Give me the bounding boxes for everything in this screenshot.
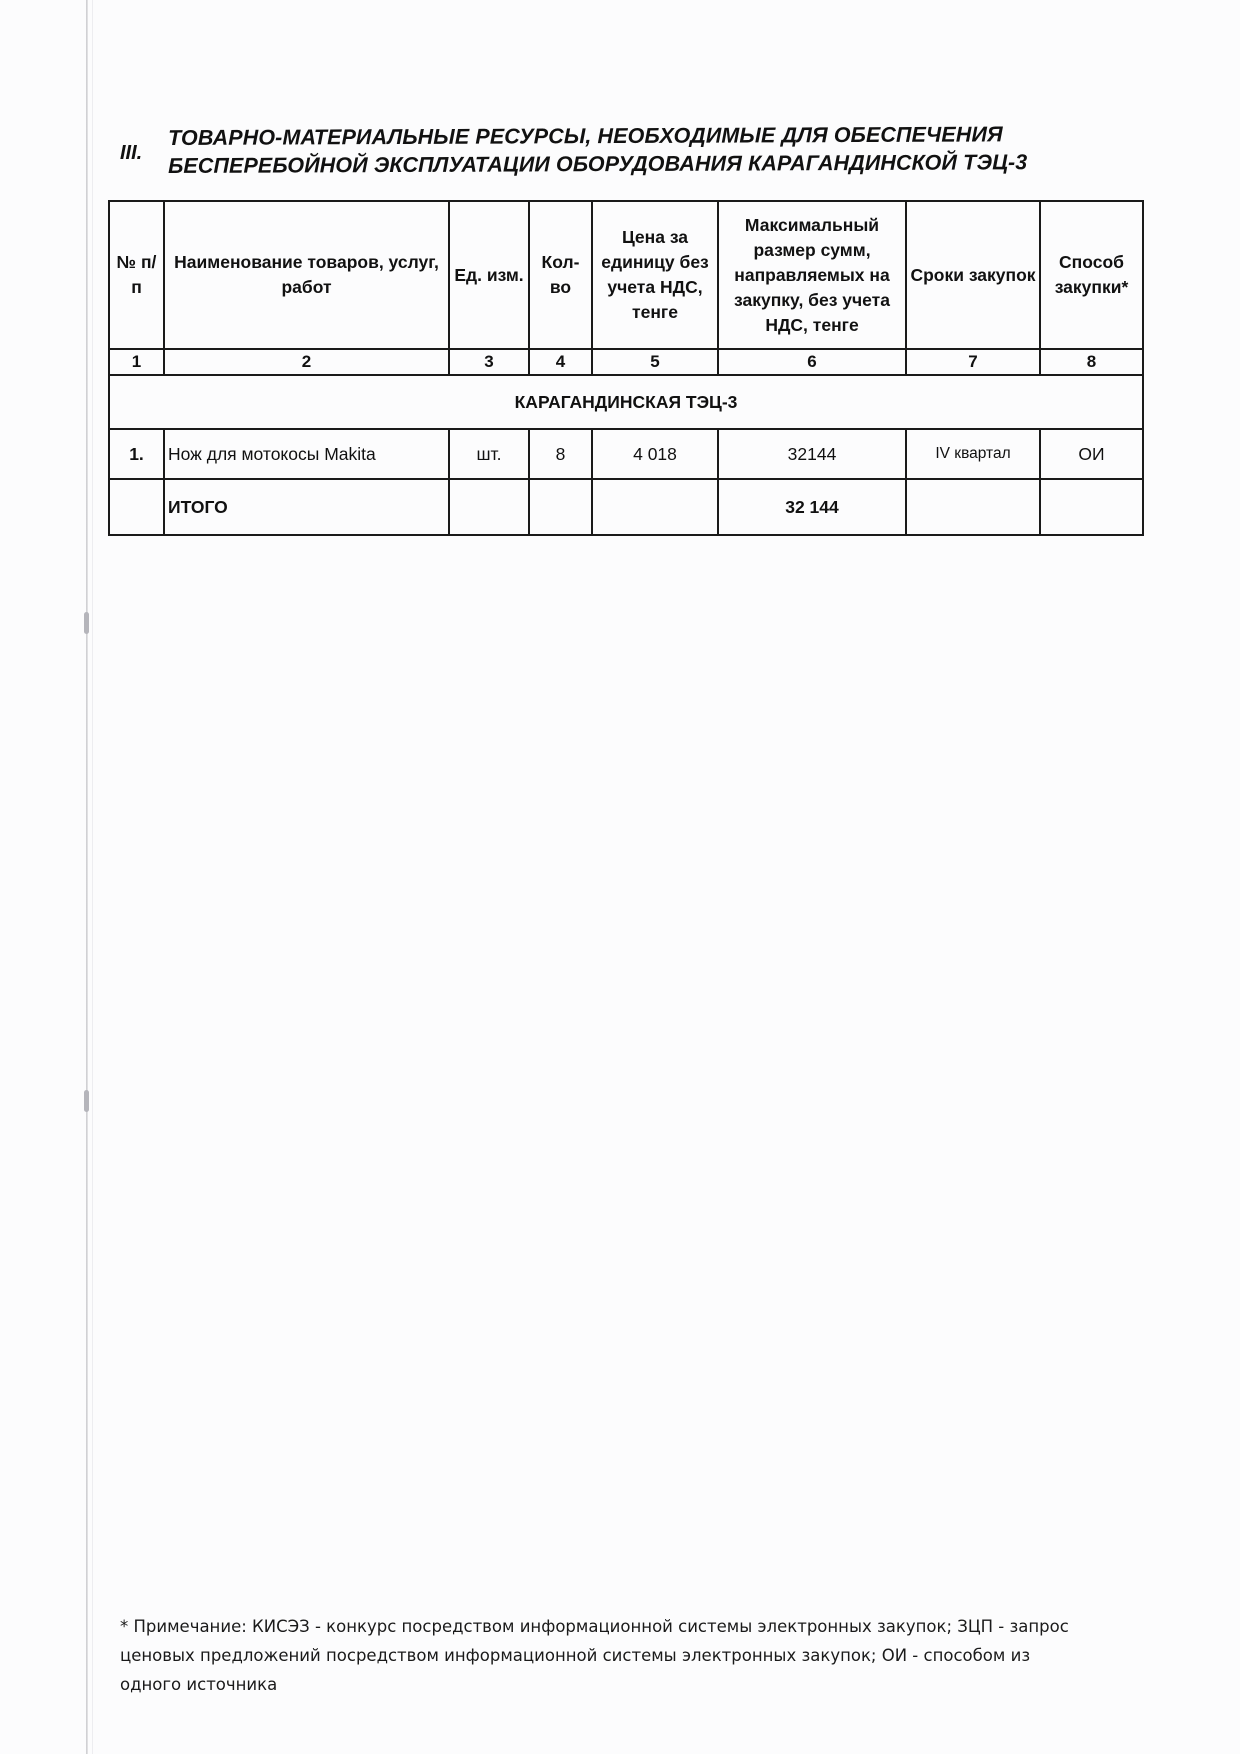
total-label: ИТОГО xyxy=(164,479,449,535)
section-title xyxy=(120,122,1130,186)
footnote xyxy=(120,1612,1140,1699)
row-number: 1. xyxy=(109,429,164,479)
title-line-2: БЕСПЕРЕБОЙНОЙ ЭКСПЛУАТАЦИИ ОБОРУДОВАНИЯ КАРАГАНДИНСКОЙ ТЭЦ-3 xyxy=(168,150,1028,178)
column-number: 5 xyxy=(592,349,718,375)
header-max-sum: Максимальный размер сумм, направляемых на закупку, без учета НДС, тенге xyxy=(718,201,906,349)
section-row xyxy=(109,375,1143,429)
row-max-sum: 32144 xyxy=(718,429,906,479)
header-period: Сроки закупок xyxy=(906,201,1040,349)
header-quantity: Кол-во xyxy=(529,201,592,349)
column-number: 8 xyxy=(1040,349,1143,375)
total-empty-cell xyxy=(529,479,592,535)
footnote-line-1: * Примечание: КИСЭЗ - конкурс посредством информационной системы электронных закупок; ЗЦП - запрос xyxy=(120,1617,1069,1636)
table-row xyxy=(109,429,1143,479)
punch-hole-mark xyxy=(84,1090,89,1112)
row-unit: шт. xyxy=(449,429,529,479)
column-number: 2 xyxy=(164,349,449,375)
column-number-row xyxy=(109,349,1143,375)
row-period: IV квартал xyxy=(906,429,1040,479)
row-quantity: 8 xyxy=(529,429,592,479)
scan-binding-edge xyxy=(86,0,88,1754)
total-empty-cell xyxy=(592,479,718,535)
section-number: III. xyxy=(120,142,143,164)
column-number: 3 xyxy=(449,349,529,375)
header-method: Способ закупки* xyxy=(1040,201,1143,349)
total-empty-cell xyxy=(1040,479,1143,535)
total-empty-cell xyxy=(906,479,1040,535)
table-header-row xyxy=(109,201,1143,349)
punch-hole-mark xyxy=(84,612,89,634)
procurement-table xyxy=(108,200,1144,536)
footnote-line-2: ценовых предложений посредством информационной системы электронных закупок; ОИ - способом из xyxy=(120,1646,1031,1665)
total-max-sum: 32 144 xyxy=(718,479,906,535)
header-unit-price: Цена за единицу без учета НДС, тенге xyxy=(592,201,718,349)
row-method: ОИ xyxy=(1040,429,1143,479)
section-row-title: КАРАГАНДИНСКАЯ ТЭЦ-3 xyxy=(109,375,1143,429)
footnote-line-3: одного источника xyxy=(120,1675,278,1694)
column-number: 7 xyxy=(906,349,1040,375)
total-row xyxy=(109,479,1143,535)
column-number: 6 xyxy=(718,349,906,375)
scan-binding-edge-shadow xyxy=(92,0,93,1754)
header-number: № п/п xyxy=(109,201,164,349)
title-line-1: ТОВАРНО-МАТЕРИАЛЬНЫЕ РЕСУРСЫ, НЕОБХОДИМЫЕ ДЛЯ ОБЕСПЕЧЕНИЯ xyxy=(168,122,1003,150)
header-unit: Ед. изм. xyxy=(449,201,529,349)
header-name: Наименование товаров, услуг, работ xyxy=(164,201,449,349)
row-unit-price: 4 018 xyxy=(592,429,718,479)
total-empty-cell xyxy=(449,479,529,535)
total-empty-cell xyxy=(109,479,164,535)
column-number: 1 xyxy=(109,349,164,375)
column-number: 4 xyxy=(529,349,592,375)
row-item-name: Нож для мотокосы Makita xyxy=(164,429,449,479)
